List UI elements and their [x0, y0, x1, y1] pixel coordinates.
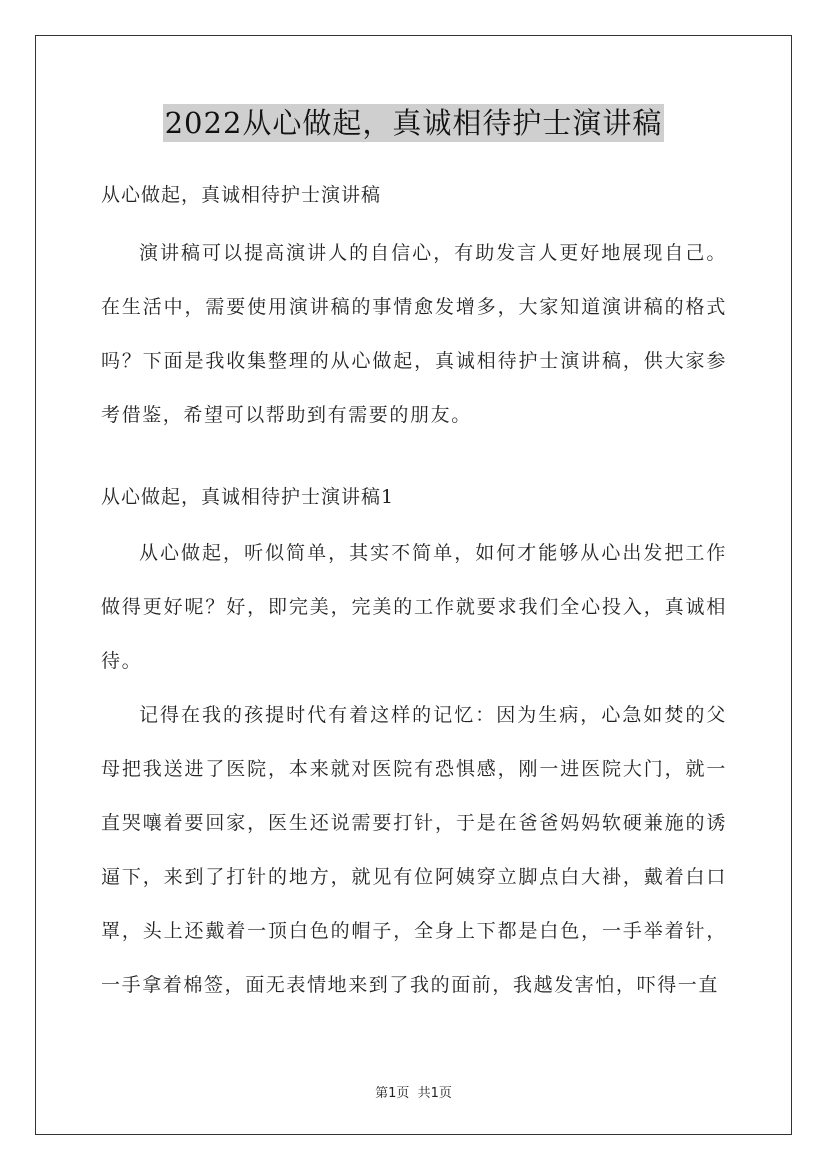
intro-paragraph: 演讲稿可以提高演讲人的自信心，有助发言人更好地展现自己。在生活中，需要使用演讲稿的事情愈发增多，大家知道演讲稿的格式吗？下面是我收集整理的从心做起，真诚相待护士演讲稿，供大家参考借鉴，希望可以帮助到有需要的朋友。	[101, 242, 727, 426]
document-title: 2022从心做起，真诚相待护士演讲稿	[164, 106, 663, 140]
body-paragraph-2: 记得在我的孩提时代有着这样的记忆：因为生病，心急如焚的父母把我送进了医院，本来就对医院有恐惧感，刚一进医院大门，就一直哭嚷着要回家，医生还说需要打针，于是在爸爸妈妈软硬兼施的诱逼下，来到了打针的地方，就见有位阿姨穿立脚点白大褂，戴着白口罩，头上还戴着一顶白色的帽子，全身上下都是白色，一手举着针，一手拿着棉签，面无表情地来到了我的面前，我越发害怕，吓得一直	[101, 704, 727, 996]
intro-heading: 从心做起，真诚相待护士演讲稿	[101, 184, 382, 206]
section-heading: 从心做起，真诚相待护士演讲稿1	[101, 486, 395, 508]
body-paragraph-1: 从心做起，听似简单，其实不简单，如何才能够从心出发把工作做得更好呢？好，即完美，完美的工作就要求我们全心投入，真诚相待。	[101, 542, 727, 672]
page-footer: 第1页 共1页	[375, 1086, 452, 1101]
document-body	[101, 175, 727, 1012]
title-container	[0, 104, 827, 142]
